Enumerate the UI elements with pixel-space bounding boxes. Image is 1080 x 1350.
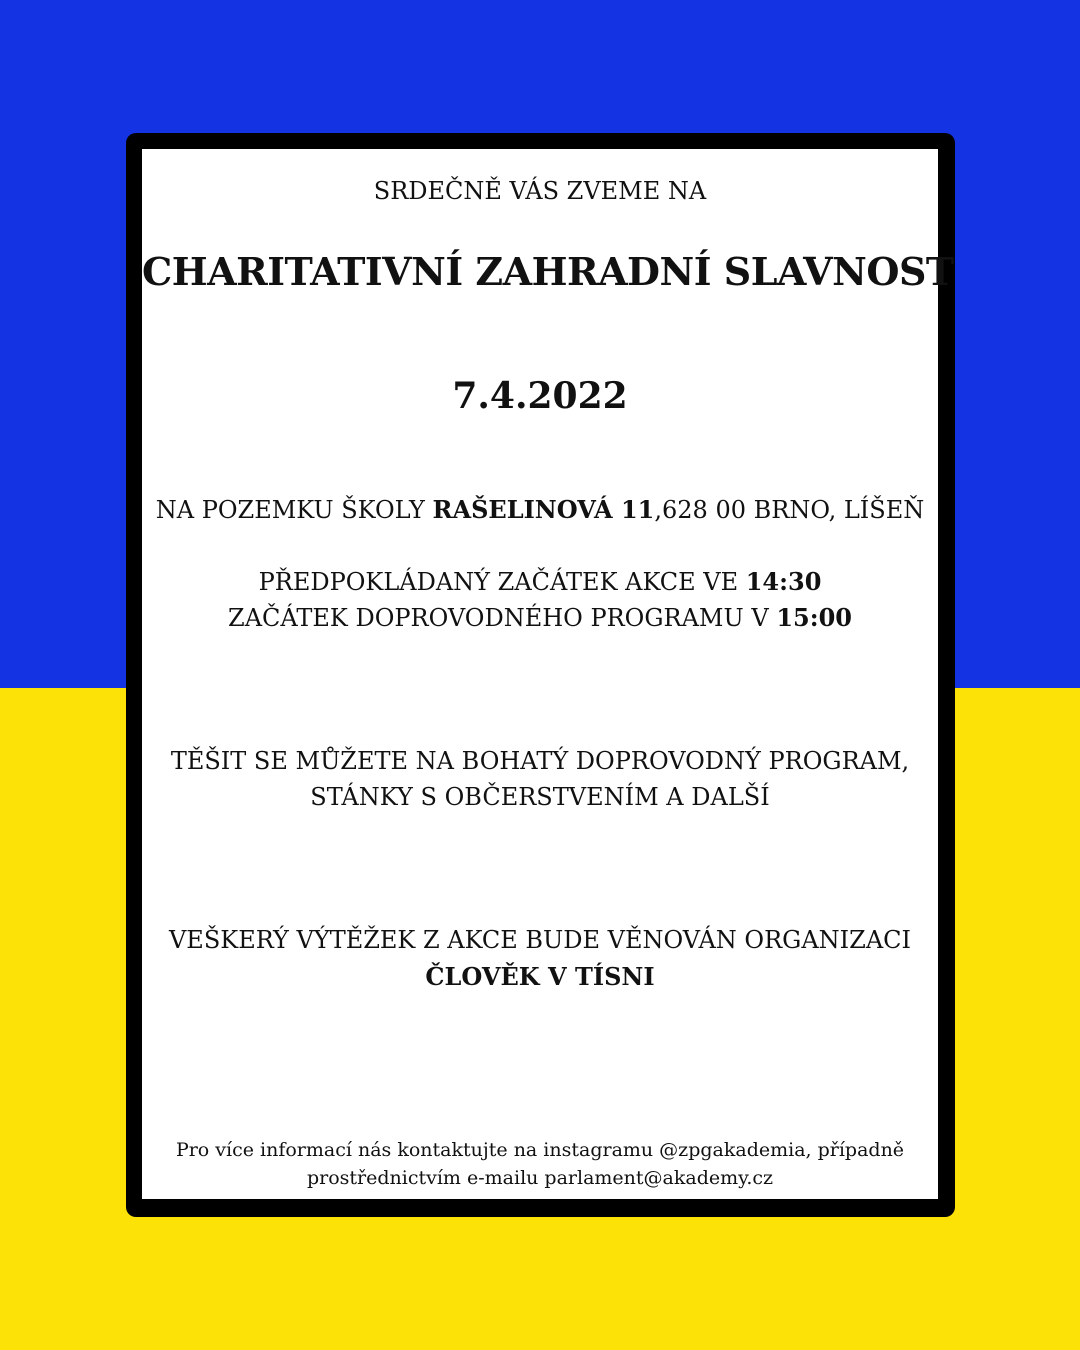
program-time-text: ZAČÁTEK DOPROVODNÉHO PROGRAMU V [228,604,777,632]
location-street: RAŠELINOVÁ 11 [432,495,655,524]
donation-line: VEŠKERÝ VÝTĚŽEK Z AKCE BUDE VĚNOVÁN ORGANIZACI [168,926,912,954]
contact-line-1: Pro více informací nás kontaktujte na instagramu @zpgakademia, případně [175,1139,905,1161]
start-time-line [142,567,938,596]
invitation-card [142,149,954,1199]
event-location [142,495,938,524]
donation-organization: ČLOVĚK V TÍSNI [425,962,655,991]
event-date: 7.4.2022 [452,375,628,417]
program-line-2: STÁNKY S OBČERSTVENÍM A DALŠÍ [310,783,770,811]
contact-line-2: prostřednictvím e-mailu parlament@akademy.cz [306,1167,774,1189]
program-time-value: 15:00 [776,603,852,632]
location-prefix: NA POZEMKU ŠKOLY [155,496,433,524]
program-line-1: TĚŠIT SE MŮŽETE NA BOHATÝ DOPROVODNÝ PROGRAM, [170,747,910,775]
start-time-text: PŘEDPOKLÁDANÝ ZAČÁTEK AKCE VE [258,568,746,596]
event-title: CHARITATIVNÍ ZAHRADNÍ SLAVNOST [142,249,954,294]
invite-line: SRDEČNĚ VÁS ZVEME NA [373,177,707,205]
start-time-value: 14:30 [745,567,822,596]
program-time-line [142,603,938,632]
location-suffix: ,628 00 BRNO, LÍŠEŇ [654,496,925,524]
